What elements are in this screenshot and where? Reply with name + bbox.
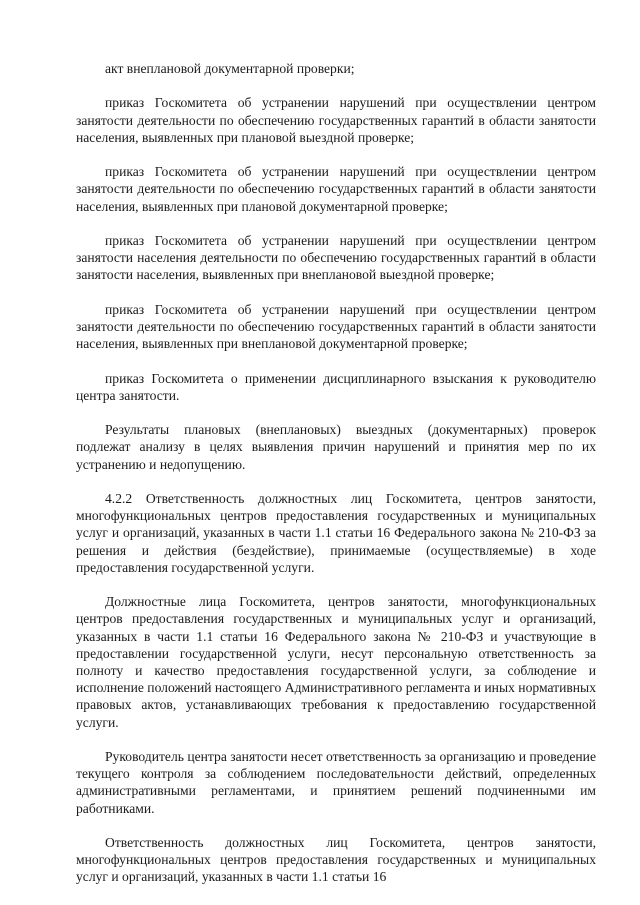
paragraph-act-unscheduled-documentary: акт внеплановой документарной проверки; xyxy=(105,61,355,76)
document-body xyxy=(76,60,596,903)
paragraph-liability-continued: Ответственность должностных лиц Госкомитета, центров занятости, многофункциональных центров предоставления государственных и муниципальных услуг и организаций, указанных в части 1.1 статьи 16 xyxy=(76,834,596,885)
paragraph-order-disciplinary: приказ Госкомитета о применении дисциплинарного взыскания к руководителю центра занятости. xyxy=(76,370,596,403)
paragraph-officials-responsibility: Должностные лица Госкомитета, центров занятости, многофункциональных центров предоставления государственных и муниципальных услуг и организаций, указанных в части 1.1 статьи 16 Федерального закона № 210-ФЗ и участвующие в предоставлении государственной услуги, несут персональную ответственность за полноту и качество предоставления государственной услуги, за соблюдение и исполнение положений настоящего Административного регламента и иных нормативных правовых актов, устанавливающих требования к предоставлению государственной услуги. xyxy=(76,594,596,730)
paragraph-order-unscheduled-onsite: приказ Госкомитета об устранении нарушений при осуществлении центром занятости населения деятельности по обеспечению государственных гарантий в области занятости населения, выявленных при внеплановой выездной проверке; xyxy=(76,232,596,283)
paragraph-head-responsibility: Руководитель центра занятости несет ответственность за организацию и проведение текущего контроля за соблюдением последовательности действий, определенных административными регламентами, и принятием решений подчиненными им работниками. xyxy=(76,748,596,816)
paragraph-order-planned-documentary: приказ Госкомитета об устранении нарушений при осуществлении центром занятости деятельности по обеспечению государственных гарантий в области занятости населения, выявленных при плановой документарной проверке; xyxy=(76,164,596,214)
paragraph-section-4-2-2: 4.2.2 Ответственность должностных лиц Госкомитета, центров занятости, многофункциональных центров предоставления государственных и муниципальных услуг и организаций, указанных в части 1.1 статьи 16 Федерального закона № 210-ФЗ за решения и действия (бездействие), принимаемые (осуществляемые) в ходе предоставления государственной услуги. xyxy=(76,490,596,575)
paragraph-inspection-results: Результаты плановых (внеплановых) выездных (документарных) проверок подлежат анализу в целях выявления причин нарушений и принятия мер по их устранению и недопущению. xyxy=(76,422,596,472)
paragraph-order-planned-onsite: приказ Госкомитета об устранении нарушений при осуществлении центром занятости деятельности по обеспечению государственных гарантий в области занятости населения, выявленных при плановой выездной проверке; xyxy=(76,95,596,145)
paragraph-order-unscheduled-documentary: приказ Госкомитета об устранении нарушений при осуществлении центром занятости деятельности по обеспечению государственных гарантий в области занятости населения, выявленных при внеплановой документарной проверке; xyxy=(76,301,596,352)
